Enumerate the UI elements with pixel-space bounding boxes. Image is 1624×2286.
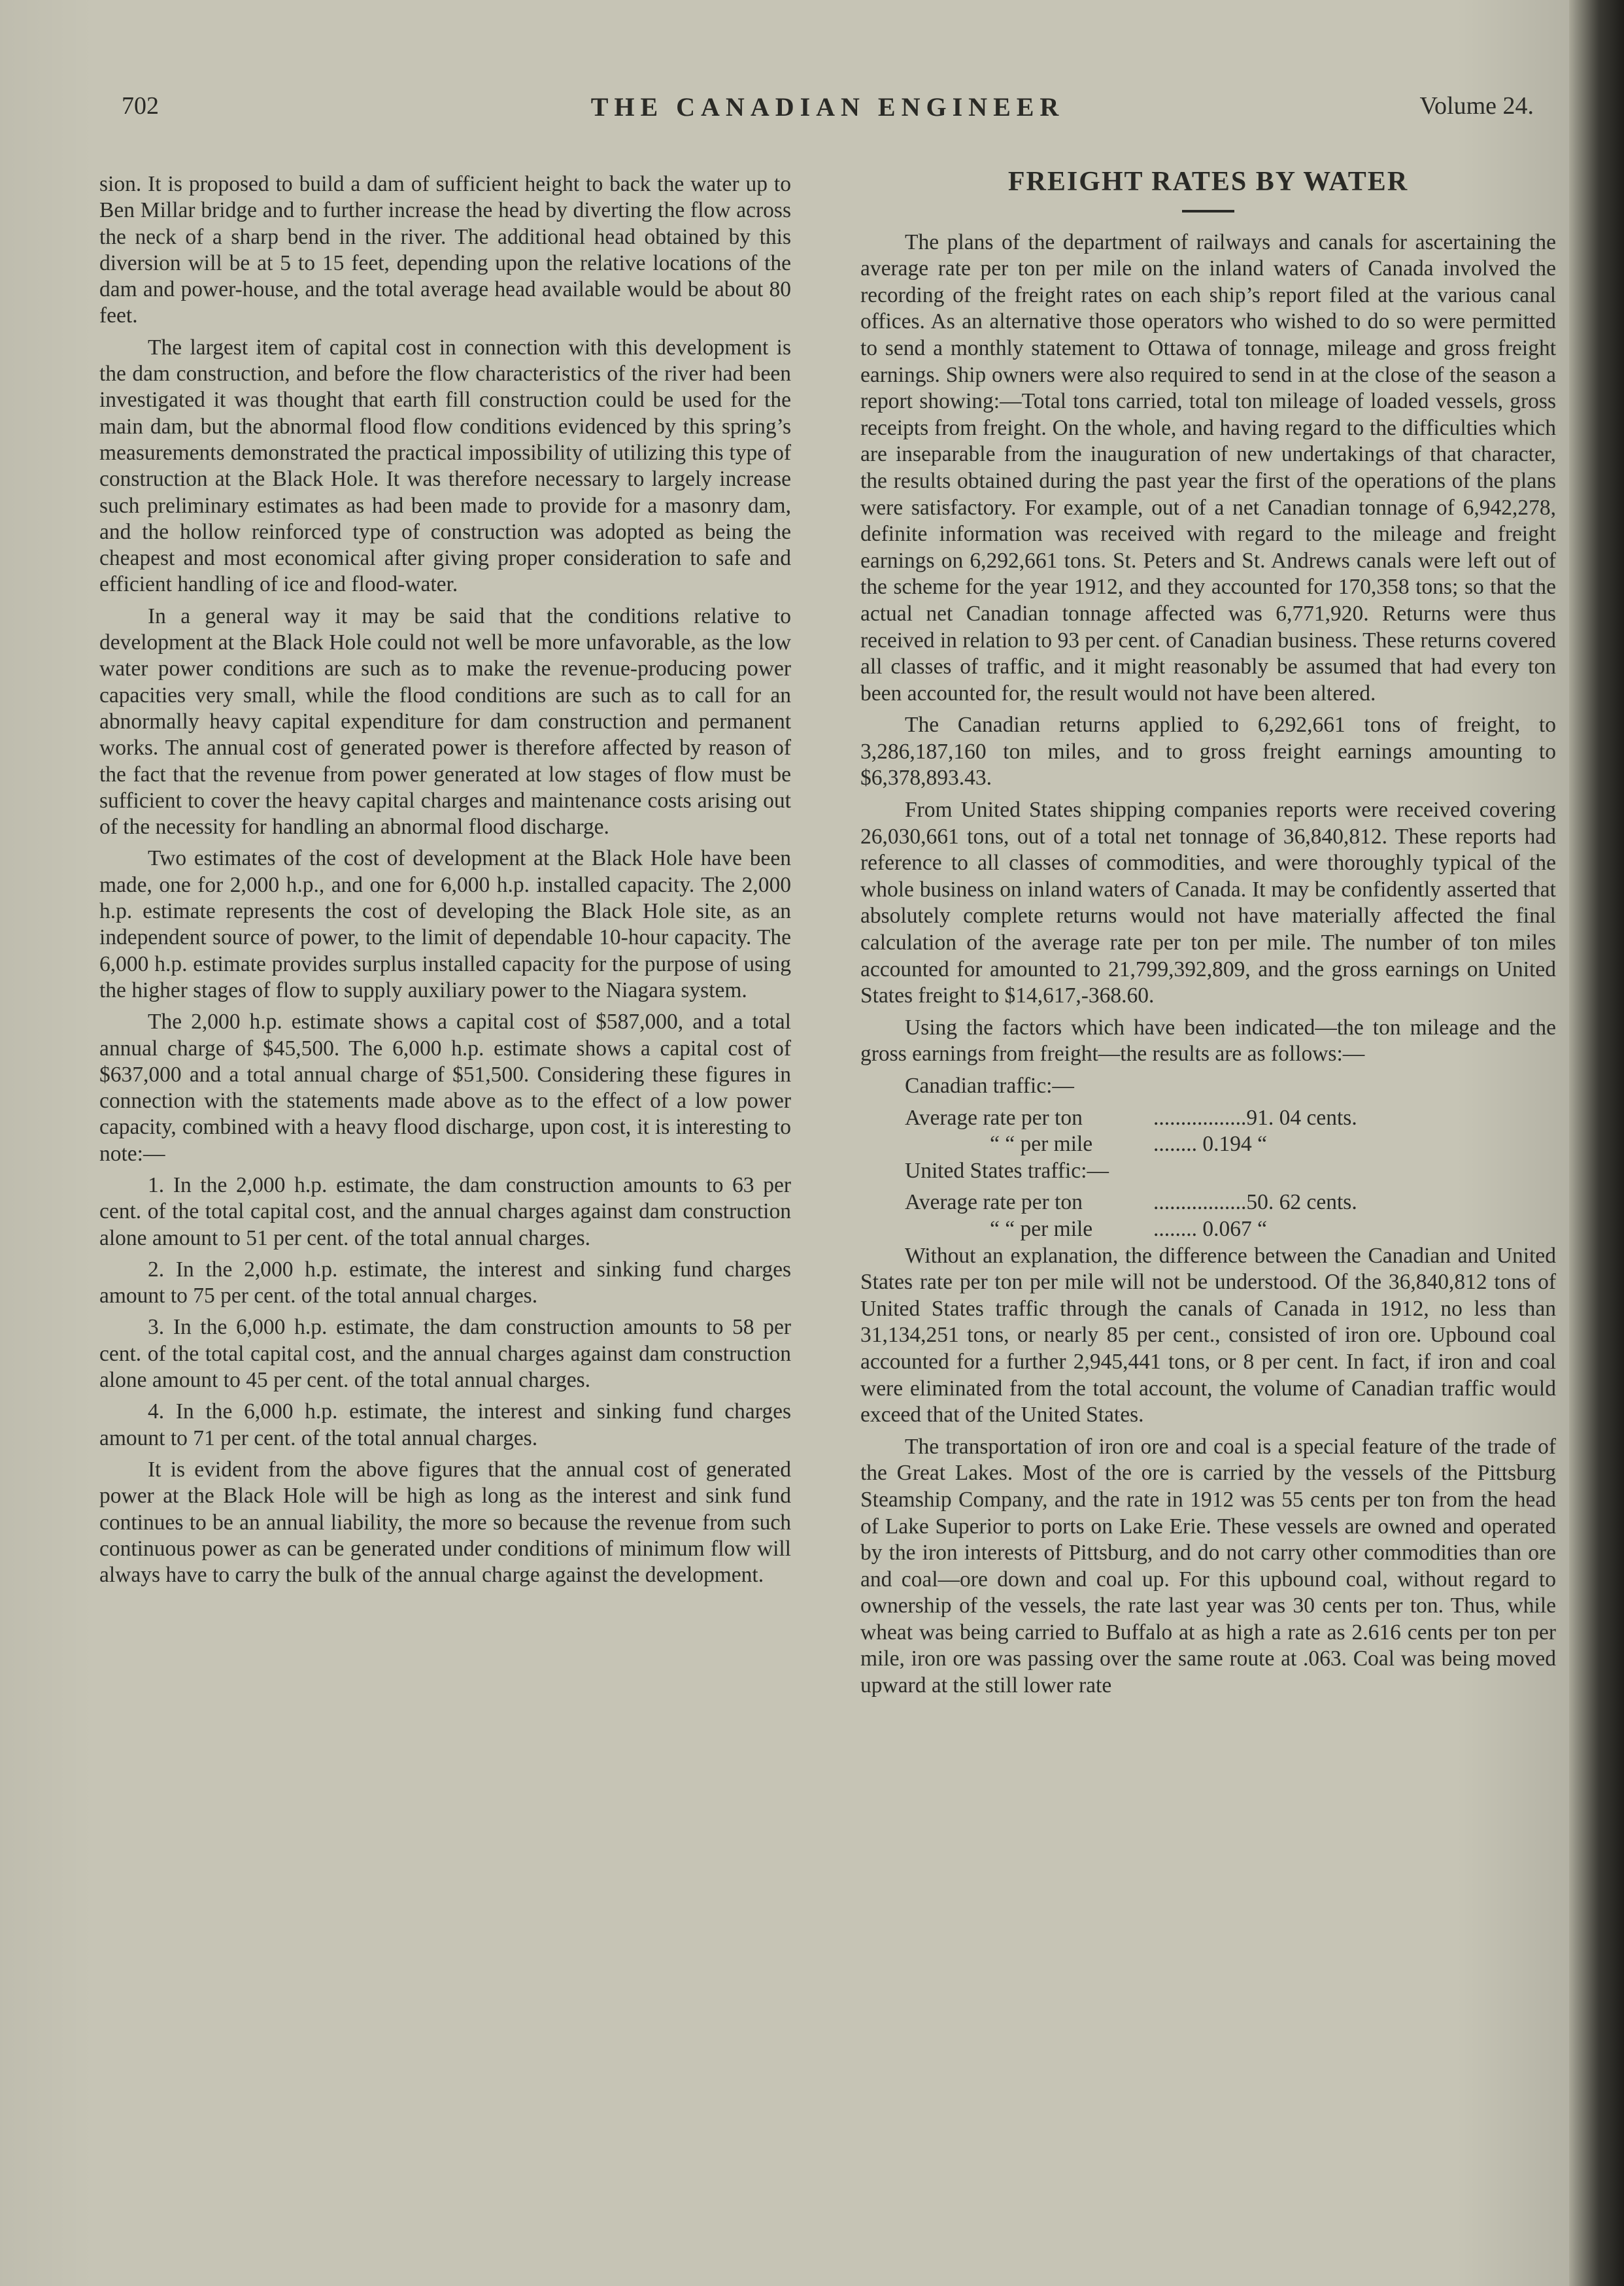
- paragraph: sion. It is proposed to build a dam of sufficient height to back the water up to Ben Millar bridge and to further increase the head by diverting the flow across the neck of a sharp bend in the river. The additional head obtained by this diversion will be at 5 to 15 feet, depending upon the relative locations of the dam and power-house, and the total average head available would be about 80 feet.: [99, 172, 791, 328]
- title-divider: [1182, 210, 1234, 213]
- canadian-traffic-heading: Canadian traffic:—: [905, 1074, 1074, 1098]
- rate-label: Average rate per ton: [905, 1190, 1083, 1215]
- paragraph: The Canadian returns applied to 6,292,661 tons of freight, to 3,286,187,160 ton miles, and to gross freight earnings amounting to $6,378,893.43.: [860, 713, 1556, 791]
- page-number: 702: [122, 92, 159, 120]
- list-item: 2. In the 2,000 h.p. estimate, the interest and sinking fund charges amount to 75 per cent. of the total annual charges.: [99, 1257, 791, 1308]
- page-header: [122, 92, 1534, 131]
- paragraph: The plans of the department of railways and canals for ascertaining the average rate per ton per mile on the inland waters of Canada involved the recording of the freight rates on each ship’s report filed at the various canal offices. As an alternative those operators who wished to do so were permitted to send a monthly statement to Ottawa of tonnage, mileage and gross freight earnings. Ship owners were also required to send in at the close of the season a report showing:—Total tons carried, total ton mileage of loaded vessels, gross receipts from freight. On the whole, and having regard to the difficulties which are inseparable from the inauguration of new undertakings of that character, the results obtained during the past year the first of the operations of the plans were satisfactory. For example, out of a net Canadian tonnage of 6,942,278, definite information was received with regard to the mileage and freight earnings on 6,292,661 tons. St. Peters and St. Andrews canals were left out of the scheme for the year 1912, and they accounted for 170,358 tons; so that the actual net Canadian tonnage affected was 6,771,920. Returns were thus received in relation to 93 per cent. of Canadian business. These returns covered all classes of traffic, and it might reasonably be assumed that had every ton been accounted for, the result would not have been altered.: [860, 230, 1556, 706]
- paragraph: From United States shipping companies reports were received covering 26,030,661 tons, out of a total net tonnage of 36,840,812. These reports had reference to all classes of commodities, and were thoroughly typical of the whole business on inland waters of Canada. It may be confidently asserted that absolutely complete returns would not have materially affected the final calculation of the average rate per ton per mile. The number of ton miles accounted for amounted to 21,799,392,809, and the gross earnings on United States freight to $14,617,-368.60.: [860, 798, 1556, 1008]
- rate-value: .................50. 62 cents.: [1153, 1190, 1357, 1215]
- list-item: 4. In the 6,000 h.p. estimate, the interest and sinking fund charges amount to 71 per cent. of the total annual charges.: [99, 1399, 791, 1450]
- rate-label: “ “ per mile: [990, 1216, 1093, 1241]
- rate-value: ........ 0.194 “: [1153, 1132, 1267, 1157]
- rate-value: .................91. 04 cents.: [1153, 1105, 1357, 1130]
- us-traffic-heading: United States traffic:—: [905, 1158, 1109, 1183]
- left-column: [99, 171, 791, 1594]
- paragraph: The 2,000 h.p. estimate shows a capital cost of $587,000, and a total annual charge of $45,500. The 6,000 h.p. estimate shows a capital cost of $637,000 and a total annual charge of $51,500. Considering these figures in connection with the statements made above as to the effect of a low power capacity, combined with a heavy flood discharge, upon cost, it is interesting to note:—: [99, 1010, 791, 1166]
- rate-row: [860, 1131, 1556, 1158]
- paragraph: Two estimates of the cost of development at the Black Hole have been made, one for 2,000 h.p., and one for 6,000 h.p. installed capacity. The 2,000 h.p. estimate represents the cost of developing the Black Hole site, as an independent source of power, to the limit of dependable 10-hour capacity. The 6,000 h.p. estimate provides surplus installed capacity for the purpose of using the higher stages of flow to supply auxiliary power to the Niagara system.: [99, 846, 791, 1002]
- paragraph: The transportation of iron ore and coal is a special feature of the trade of the Great Lakes. Most of the ore is carried by the vessels of the Pittsburg Steamship Company, and the rate in 1912 was 55 cents per ton from the head of Lake Superior to ports on Lake Erie. These vessels are owned and operated by the iron interests of Pittsburg, and do not carry other commodities than ore and coal—ore down and coal up. For this upbound coal, without regard to ownership of the vessels, the rate last year was 30 cents per ton. Thus, while wheat was being carried to Buffalo at as high a rate as 2.616 cents per ton per mile, iron ore was passing over the same route at .063. Coal was being moved upward at the still lower rate: [860, 1434, 1556, 1698]
- article-title: FREIGHT RATES BY WATER: [1007, 167, 1409, 197]
- rate-row: [860, 1105, 1556, 1132]
- rate-row: [860, 1216, 1556, 1243]
- rate-row: [860, 1189, 1556, 1216]
- right-column: [860, 169, 1556, 1705]
- paragraph: Without an explanation, the difference between the Canadian and United States rate per ton per mile will not be understood. Of the 36,840,812 tons of United States traffic through the canals of Canada in 1912, no less than 31,134,251 tons, or nearly 85 per cent., consisted of iron ore. Upbound coal accounted for a further 2,945,441 tons, or 8 per cent. In fact, if iron and coal were eliminated from the total account, the volume of Canadian traffic would exceed that of the United States.: [860, 1243, 1556, 1427]
- binding-shadow: [1569, 0, 1624, 2286]
- paragraph: The largest item of capital cost in connection with this development is the dam construction, and before the flow characteristics of the river had been investigated it was thought that earth fill construction could be used for the main dam, but the abnormal flood flow conditions evidenced by this spring’s measurements demonstrated the practical impossibility of utilizing this type of construction at the Black Hole. It was therefore necessary to largely increase such preliminary estimates as had been made to provide for a masonry dam, and the hollow reinforced type of construction was adopted as being the cheapest and most economical after giving proper consideration to safe and efficient handling of ice and flood-water.: [99, 335, 791, 597]
- journal-title: THE CANADIAN ENGINEER: [590, 92, 1065, 122]
- paragraph: It is evident from the above figures that the annual cost of generated power at the Black Hole will be high as long as the interest and sink fund continues to be an annual liability, the more so because the revenue from such continuous power as can be generated under conditions of minimum flow will always have to carry the bulk of the annual charge against the development.: [99, 1457, 791, 1588]
- rate-value: ........ 0.067 “: [1153, 1216, 1267, 1241]
- list-item: 1. In the 2,000 h.p. estimate, the dam construction amounts to 63 per cent. of the total capital cost, and the annual charges against dam construction alone amount to 51 per cent. of the total annual charges.: [99, 1172, 791, 1250]
- paragraph: In a general way it may be said that the conditions relative to development at the Black Hole could not well be more unfavorable, as the low water power conditions are such as to make the revenue-producing power capacities very small, while the flood conditions are such as to call for an abnormally heavy capital expenditure for dam construction and permanent works. The annual cost of generated power is therefore affected by reason of the fact that the revenue from power generated at low stages of flow must be sufficient to cover the heavy capital charges and maintenance costs arising out of the necessity for handling an abnormal flood discharge.: [99, 604, 791, 840]
- list-item: 3. In the 6,000 h.p. estimate, the dam construction amounts to 58 per cent. of the total capital cost, and the annual charges against dam construction alone amount to 45 per cent. of the total annual charges.: [99, 1315, 791, 1393]
- paragraph: Using the factors which have been indicated—the ton mileage and the gross earnings from freight—the results are as follows:—: [860, 1015, 1556, 1066]
- rate-label: Average rate per ton: [905, 1105, 1083, 1130]
- volume-label: Volume 24.: [1419, 92, 1534, 120]
- rate-label: “ “ per mile: [990, 1132, 1093, 1157]
